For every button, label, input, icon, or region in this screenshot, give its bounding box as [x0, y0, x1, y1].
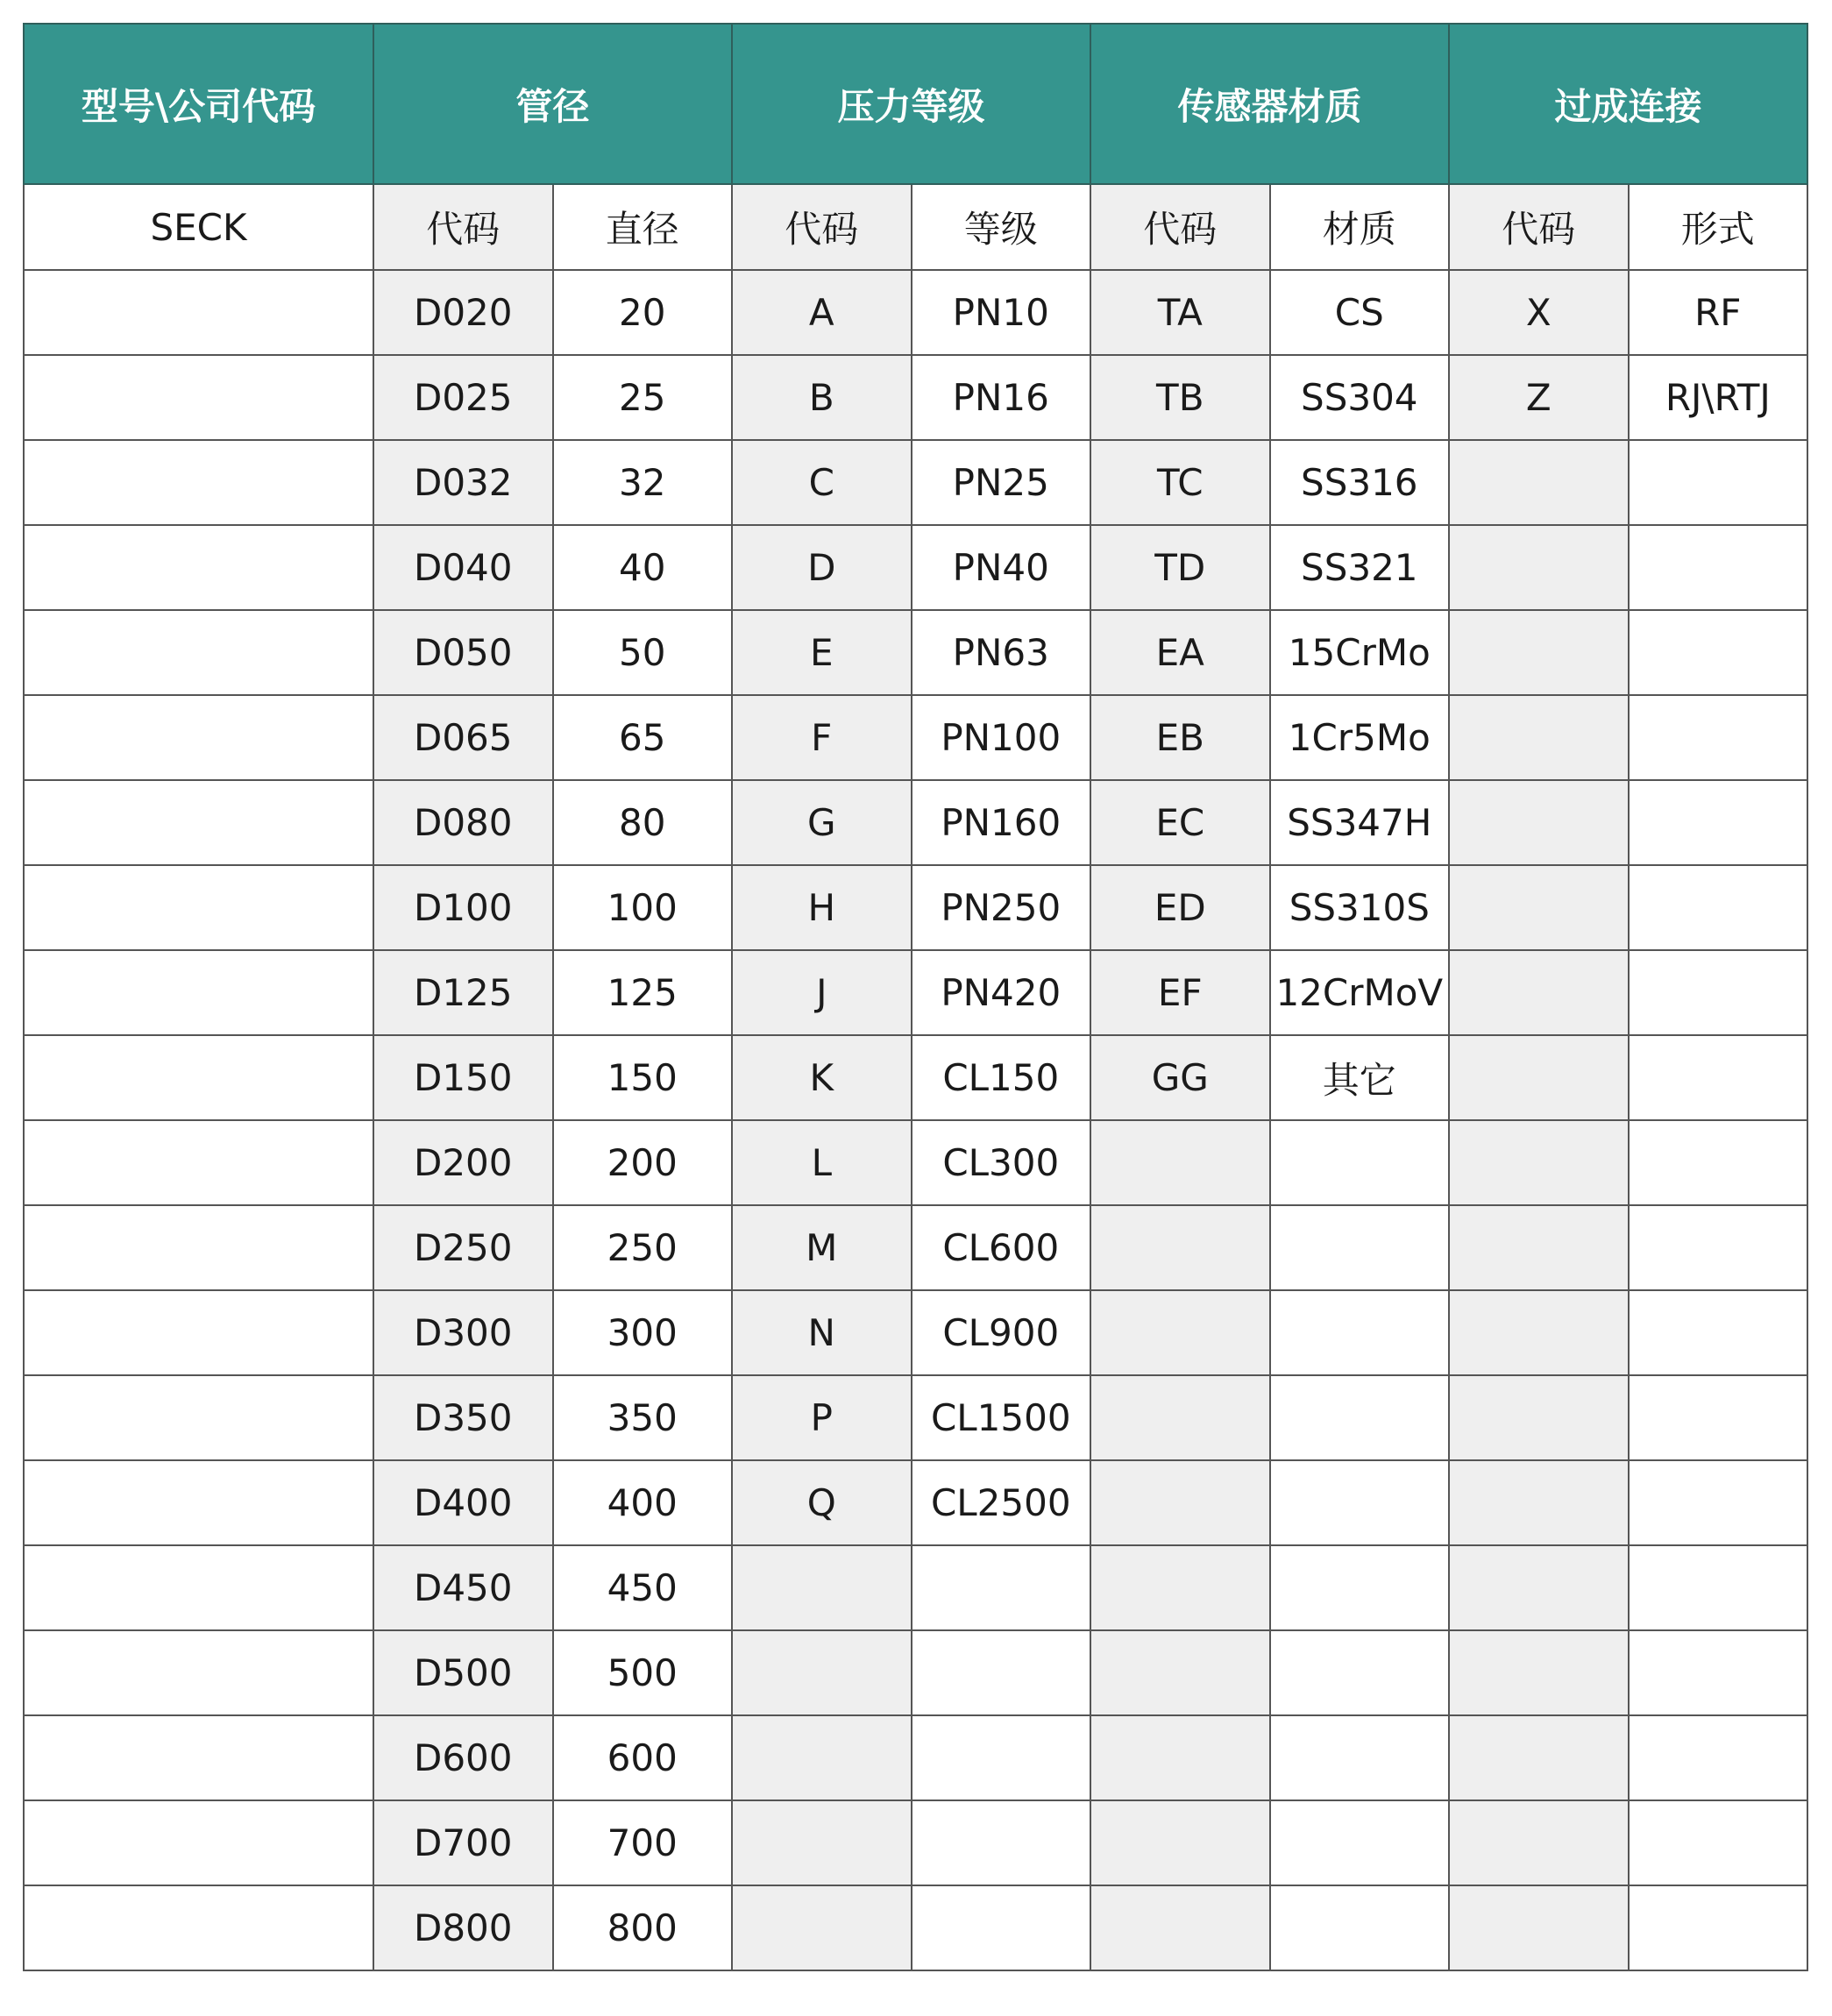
material-name-cell	[1270, 1205, 1450, 1290]
material-name-cell	[1270, 1120, 1450, 1205]
pressure-grade-cell	[912, 1630, 1091, 1715]
pressure-grade-cell: PN250	[912, 865, 1091, 950]
connection-code-cell	[1449, 1715, 1629, 1800]
material-name-cell	[1270, 1885, 1450, 1970]
connection-form-cell	[1629, 1205, 1808, 1290]
connection-form-cell	[1629, 1460, 1808, 1545]
pressure-grade-cell: PN420	[912, 950, 1091, 1035]
diameter-code-cell: D125	[373, 950, 553, 1035]
table-row	[24, 1885, 1807, 1970]
diameter-code-cell: D020	[373, 270, 553, 355]
header-pipe-diameter: 管径	[373, 24, 732, 184]
diameter-code-cell: D500	[373, 1630, 553, 1715]
connection-code-cell	[1449, 1630, 1629, 1715]
diameter-value-cell: 350	[553, 1375, 733, 1460]
diameter-code-cell: D600	[373, 1715, 553, 1800]
header-process-connection: 过成连接	[1449, 24, 1807, 184]
pressure-code-cell: F	[732, 695, 912, 780]
table-row	[24, 1035, 1807, 1120]
pressure-code-cell: B	[732, 355, 912, 440]
connection-code-cell: Z	[1449, 355, 1629, 440]
connection-code-cell: X	[1449, 270, 1629, 355]
connection-form-cell	[1629, 780, 1808, 865]
diameter-code-cell: D150	[373, 1035, 553, 1120]
table-row	[24, 1800, 1807, 1885]
company-cell	[24, 1035, 373, 1120]
table-row	[24, 950, 1807, 1035]
pressure-grade-cell: PN10	[912, 270, 1091, 355]
pressure-code-cell: D	[732, 525, 912, 610]
connection-form-cell	[1629, 1290, 1808, 1375]
diameter-value-cell: 700	[553, 1800, 733, 1885]
pressure-grade-cell: PN100	[912, 695, 1091, 780]
material-name-cell: 其它	[1270, 1035, 1450, 1120]
company-cell	[24, 270, 373, 355]
diameter-value-cell: 200	[553, 1120, 733, 1205]
material-name-cell: CS	[1270, 270, 1450, 355]
pressure-code-cell: P	[732, 1375, 912, 1460]
diameter-code-cell: D400	[373, 1460, 553, 1545]
material-name-cell	[1270, 1460, 1450, 1545]
pressure-grade-cell: PN40	[912, 525, 1091, 610]
connection-code-cell	[1449, 1375, 1629, 1460]
connection-form-cell	[1629, 610, 1808, 695]
pressure-grade-cell: PN16	[912, 355, 1091, 440]
diameter-code-cell: D040	[373, 525, 553, 610]
subheader-diameter-value: 直径	[553, 184, 733, 270]
material-code-cell: EB	[1090, 695, 1270, 780]
material-code-cell: TA	[1090, 270, 1270, 355]
connection-code-cell	[1449, 1885, 1629, 1970]
connection-form-cell	[1629, 1120, 1808, 1205]
pressure-code-cell: N	[732, 1290, 912, 1375]
table-row	[24, 1120, 1807, 1205]
pressure-grade-cell	[912, 1885, 1091, 1970]
company-cell	[24, 355, 373, 440]
material-name-cell	[1270, 1715, 1450, 1800]
subheader-connection-code: 代码	[1449, 184, 1629, 270]
pressure-grade-cell: CL2500	[912, 1460, 1091, 1545]
company-cell	[24, 780, 373, 865]
company-cell	[24, 1715, 373, 1800]
material-code-cell: EA	[1090, 610, 1270, 695]
pressure-grade-cell	[912, 1715, 1091, 1800]
pressure-code-cell: K	[732, 1035, 912, 1120]
table-row	[24, 1205, 1807, 1290]
connection-code-cell	[1449, 610, 1629, 695]
pressure-grade-cell	[912, 1545, 1091, 1630]
diameter-code-cell: D250	[373, 1205, 553, 1290]
material-code-cell	[1090, 1375, 1270, 1460]
material-code-cell: TD	[1090, 525, 1270, 610]
diameter-code-cell: D032	[373, 440, 553, 525]
connection-form-cell	[1629, 950, 1808, 1035]
pressure-code-cell	[732, 1630, 912, 1715]
diameter-code-cell: D450	[373, 1545, 553, 1630]
sub-header-row	[24, 184, 1807, 270]
material-code-cell: ED	[1090, 865, 1270, 950]
subheader-pressure-code: 代码	[732, 184, 912, 270]
pressure-grade-cell: CL1500	[912, 1375, 1091, 1460]
connection-code-cell	[1449, 780, 1629, 865]
connection-code-cell	[1449, 1800, 1629, 1885]
connection-form-cell	[1629, 695, 1808, 780]
connection-code-cell	[1449, 1205, 1629, 1290]
pressure-code-cell: E	[732, 610, 912, 695]
pressure-code-cell: J	[732, 950, 912, 1035]
connection-code-cell	[1449, 865, 1629, 950]
table-row	[24, 695, 1807, 780]
diameter-value-cell: 125	[553, 950, 733, 1035]
table-row	[24, 270, 1807, 355]
company-cell	[24, 1800, 373, 1885]
diameter-code-cell: D100	[373, 865, 553, 950]
diameter-value-cell: 500	[553, 1630, 733, 1715]
pressure-grade-cell: CL150	[912, 1035, 1091, 1120]
header-pressure-rating: 压力等级	[732, 24, 1090, 184]
pressure-grade-cell: CL300	[912, 1120, 1091, 1205]
company-cell	[24, 1630, 373, 1715]
material-code-cell: TB	[1090, 355, 1270, 440]
table-row	[24, 1290, 1807, 1375]
pressure-code-cell: H	[732, 865, 912, 950]
table-row	[24, 1460, 1807, 1545]
pressure-code-cell: M	[732, 1205, 912, 1290]
connection-form-cell	[1629, 865, 1808, 950]
connection-code-cell	[1449, 1290, 1629, 1375]
material-code-cell	[1090, 1290, 1270, 1375]
pressure-code-cell: A	[732, 270, 912, 355]
diameter-value-cell: 450	[553, 1545, 733, 1630]
table-row	[24, 440, 1807, 525]
table-row	[24, 355, 1807, 440]
diameter-code-cell: D350	[373, 1375, 553, 1460]
material-code-cell	[1090, 1630, 1270, 1715]
subheader-material-code: 代码	[1090, 184, 1270, 270]
connection-form-cell: RJ\RTJ	[1629, 355, 1808, 440]
material-name-cell	[1270, 1290, 1450, 1375]
pressure-grade-cell: PN63	[912, 610, 1091, 695]
diameter-value-cell: 40	[553, 525, 733, 610]
connection-form-cell	[1629, 1545, 1808, 1630]
pressure-code-cell	[732, 1715, 912, 1800]
pressure-grade-cell	[912, 1800, 1091, 1885]
material-name-cell: SS321	[1270, 525, 1450, 610]
connection-form-cell: RF	[1629, 270, 1808, 355]
diameter-value-cell: 65	[553, 695, 733, 780]
header-sensor-material: 传感器材质	[1090, 24, 1449, 184]
table-row	[24, 1545, 1807, 1630]
diameter-code-cell: D800	[373, 1885, 553, 1970]
company-cell	[24, 1545, 373, 1630]
diameter-code-cell: D080	[373, 780, 553, 865]
pressure-grade-cell: CL600	[912, 1205, 1091, 1290]
diameter-value-cell: 800	[553, 1885, 733, 1970]
connection-form-cell	[1629, 1715, 1808, 1800]
diameter-value-cell: 150	[553, 1035, 733, 1120]
connection-form-cell	[1629, 1885, 1808, 1970]
material-name-cell: SS310S	[1270, 865, 1450, 950]
table-row	[24, 610, 1807, 695]
pressure-code-cell: G	[732, 780, 912, 865]
material-name-cell: SS316	[1270, 440, 1450, 525]
diameter-value-cell: 250	[553, 1205, 733, 1290]
connection-code-cell	[1449, 440, 1629, 525]
material-name-cell: SS347H	[1270, 780, 1450, 865]
connection-form-cell	[1629, 1035, 1808, 1120]
table-row	[24, 1630, 1807, 1715]
connection-code-cell	[1449, 1120, 1629, 1205]
connection-code-cell	[1449, 1035, 1629, 1120]
material-code-cell: TC	[1090, 440, 1270, 525]
diameter-value-cell: 100	[553, 865, 733, 950]
diameter-value-cell: 25	[553, 355, 733, 440]
diameter-value-cell: 400	[553, 1460, 733, 1545]
model-selection-table	[23, 23, 1808, 1971]
diameter-code-cell: D025	[373, 355, 553, 440]
diameter-code-cell: D050	[373, 610, 553, 695]
pressure-code-cell: L	[732, 1120, 912, 1205]
connection-code-cell	[1449, 1545, 1629, 1630]
company-cell	[24, 695, 373, 780]
company-cell	[24, 1205, 373, 1290]
table-row	[24, 525, 1807, 610]
pressure-code-cell	[732, 1545, 912, 1630]
header-model-company-code: 型号\公司代码	[24, 24, 373, 184]
table-row	[24, 865, 1807, 950]
connection-form-cell	[1629, 1375, 1808, 1460]
material-name-cell	[1270, 1545, 1450, 1630]
material-name-cell: 12CrMoV	[1270, 950, 1450, 1035]
material-name-cell: 15CrMo	[1270, 610, 1450, 695]
pressure-code-cell: C	[732, 440, 912, 525]
company-cell	[24, 1375, 373, 1460]
material-name-cell: 1Cr5Mo	[1270, 695, 1450, 780]
connection-code-cell	[1449, 695, 1629, 780]
group-header-row	[24, 24, 1807, 184]
material-code-cell	[1090, 1120, 1270, 1205]
material-name-cell	[1270, 1800, 1450, 1885]
diameter-value-cell: 50	[553, 610, 733, 695]
connection-code-cell	[1449, 950, 1629, 1035]
connection-form-cell	[1629, 525, 1808, 610]
material-code-cell	[1090, 1545, 1270, 1630]
company-cell	[24, 1885, 373, 1970]
connection-code-cell	[1449, 1460, 1629, 1545]
diameter-code-cell: D700	[373, 1800, 553, 1885]
pressure-code-cell	[732, 1885, 912, 1970]
pressure-code-cell: Q	[732, 1460, 912, 1545]
material-code-cell	[1090, 1885, 1270, 1970]
company-code-cell: SECK	[24, 184, 373, 270]
company-cell	[24, 950, 373, 1035]
company-cell	[24, 1290, 373, 1375]
connection-form-cell	[1629, 1630, 1808, 1715]
subheader-diameter-code: 代码	[373, 184, 553, 270]
pressure-grade-cell: CL900	[912, 1290, 1091, 1375]
pressure-code-cell	[732, 1800, 912, 1885]
material-code-cell: EF	[1090, 950, 1270, 1035]
diameter-value-cell: 600	[553, 1715, 733, 1800]
diameter-value-cell: 300	[553, 1290, 733, 1375]
subheader-pressure-grade: 等级	[912, 184, 1091, 270]
material-code-cell	[1090, 1715, 1270, 1800]
company-cell	[24, 610, 373, 695]
company-cell	[24, 525, 373, 610]
company-cell	[24, 865, 373, 950]
connection-form-cell	[1629, 1800, 1808, 1885]
material-code-cell	[1090, 1460, 1270, 1545]
diameter-value-cell: 32	[553, 440, 733, 525]
material-name-cell: SS304	[1270, 355, 1450, 440]
material-name-cell	[1270, 1375, 1450, 1460]
material-code-cell: EC	[1090, 780, 1270, 865]
pressure-grade-cell: PN25	[912, 440, 1091, 525]
material-code-cell	[1090, 1205, 1270, 1290]
diameter-code-cell: D300	[373, 1290, 553, 1375]
connection-form-cell	[1629, 440, 1808, 525]
table-row	[24, 1375, 1807, 1460]
subheader-connection-form: 形式	[1629, 184, 1808, 270]
diameter-code-cell: D065	[373, 695, 553, 780]
table-row	[24, 1715, 1807, 1800]
material-code-cell	[1090, 1800, 1270, 1885]
company-cell	[24, 1460, 373, 1545]
diameter-code-cell: D200	[373, 1120, 553, 1205]
model-selection-table-container	[23, 23, 1807, 1971]
material-code-cell: GG	[1090, 1035, 1270, 1120]
company-cell	[24, 1120, 373, 1205]
diameter-value-cell: 80	[553, 780, 733, 865]
subheader-material-name: 材质	[1270, 184, 1450, 270]
diameter-value-cell: 20	[553, 270, 733, 355]
table-body	[24, 270, 1807, 1970]
table-row	[24, 780, 1807, 865]
pressure-grade-cell: PN160	[912, 780, 1091, 865]
material-name-cell	[1270, 1630, 1450, 1715]
connection-code-cell	[1449, 525, 1629, 610]
company-cell	[24, 440, 373, 525]
